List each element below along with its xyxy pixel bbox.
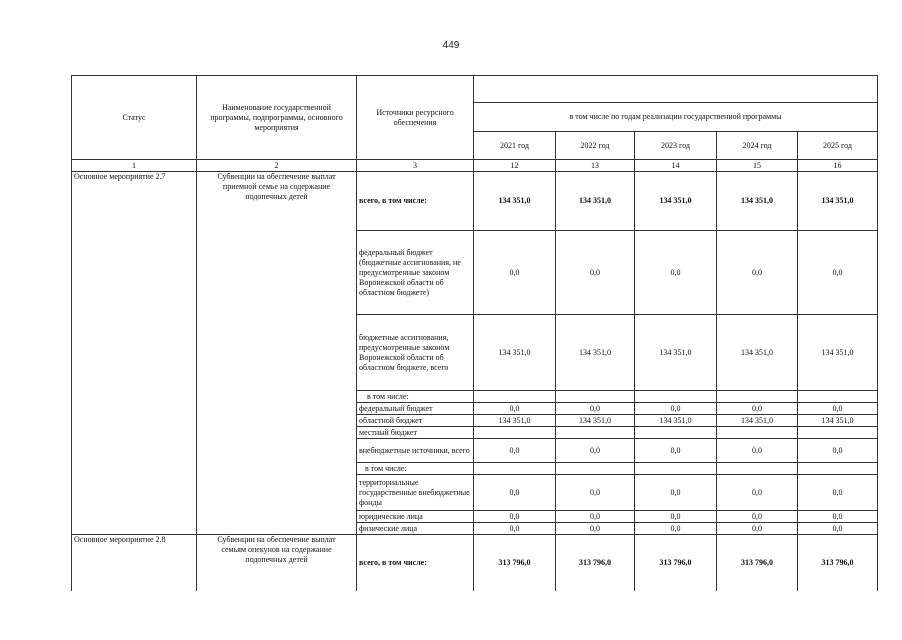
col-number: 14 — [635, 160, 717, 172]
value-cell: 0,0 — [717, 231, 798, 315]
value-cell: 313 796,0 — [798, 535, 878, 591]
value-cell: 0,0 — [635, 231, 717, 315]
col-number: 3 — [357, 160, 474, 172]
source-label: всего, в том числе: — [357, 535, 474, 591]
measure-status: Основное мероприятие 2.8 — [72, 535, 197, 591]
col-number: 15 — [717, 160, 798, 172]
value-cell — [798, 391, 878, 403]
value-cell: 0,0 — [556, 231, 635, 315]
value-cell: 134 351,0 — [635, 315, 717, 391]
value-cell: 0,0 — [798, 475, 878, 511]
value-cell: 313 796,0 — [474, 535, 556, 591]
value-cell — [717, 391, 798, 403]
source-label: бюджетные ассигнования, предусмотренные законом Воронежской области об областном бюджете, всего — [357, 315, 474, 391]
value-cell: 134 351,0 — [635, 415, 717, 427]
value-cell: 0,0 — [474, 523, 556, 535]
value-cell: 0,0 — [635, 403, 717, 415]
col-number: 2 — [197, 160, 357, 172]
value-cell: 0,0 — [556, 511, 635, 523]
value-cell — [474, 391, 556, 403]
value-cell — [798, 463, 878, 475]
value-cell: 134 351,0 — [474, 172, 556, 231]
value-cell: 134 351,0 — [556, 315, 635, 391]
col-number: 13 — [556, 160, 635, 172]
header-year-2025: 2025 год — [798, 132, 878, 160]
measure-name: Субвенции на обеспечение выплат приемной семье на содержание подопечных детей — [197, 172, 357, 535]
source-label: федеральный бюджет (бюджетные ассигнования, не предусмотренные законом Воронежской области об областном бюджете) — [357, 231, 474, 315]
header-source: Источники ресурсного обеспечения — [357, 76, 474, 160]
value-cell: 134 351,0 — [798, 415, 878, 427]
source-label: внебюджетные источники, всего — [357, 439, 474, 463]
value-cell: 0,0 — [717, 403, 798, 415]
source-label: местный бюджет — [357, 427, 474, 439]
header-years-caption: в том числе по годам реализации государственной программы — [474, 103, 878, 132]
header-year-2024: 2024 год — [717, 132, 798, 160]
value-cell: 134 351,0 — [717, 315, 798, 391]
value-cell — [556, 391, 635, 403]
source-label: территориальные государственные внебюджетные фонды — [357, 475, 474, 511]
resource-table — [71, 75, 878, 591]
value-cell — [635, 391, 717, 403]
source-label: физические лица — [357, 523, 474, 535]
value-cell — [556, 463, 635, 475]
value-cell: 0,0 — [474, 231, 556, 315]
value-cell: 134 351,0 — [717, 172, 798, 231]
value-cell: 0,0 — [556, 439, 635, 463]
value-cell — [798, 427, 878, 439]
value-cell: 0,0 — [635, 523, 717, 535]
value-cell: 0,0 — [556, 403, 635, 415]
header-status: Статус — [72, 76, 197, 160]
value-cell — [635, 427, 717, 439]
header-year-2021: 2021 год — [474, 132, 556, 160]
value-cell: 0,0 — [474, 403, 556, 415]
source-label: в том числе: — [357, 463, 474, 475]
value-cell: 0,0 — [635, 439, 717, 463]
value-cell: 0,0 — [798, 511, 878, 523]
value-cell: 0,0 — [798, 439, 878, 463]
value-cell: 313 796,0 — [717, 535, 798, 591]
value-cell: 0,0 — [798, 523, 878, 535]
source-label: всего, в том числе: — [357, 172, 474, 231]
value-cell: 0,0 — [798, 231, 878, 315]
value-cell — [474, 463, 556, 475]
source-label: в том числе: — [357, 391, 474, 403]
value-cell: 0,0 — [474, 439, 556, 463]
value-cell: 0,0 — [474, 475, 556, 511]
source-label: юридические лица — [357, 511, 474, 523]
source-label: федеральный бюджет — [357, 403, 474, 415]
page-number: 449 — [442, 40, 460, 51]
value-cell: 134 351,0 — [717, 415, 798, 427]
value-cell: 0,0 — [717, 439, 798, 463]
value-cell: 134 351,0 — [798, 315, 878, 391]
value-cell — [717, 463, 798, 475]
value-cell: 134 351,0 — [556, 415, 635, 427]
measure-name: Субвенции на обеспечение выплат семьям опекунов на содержание подопечных детей — [197, 535, 357, 591]
value-cell — [717, 427, 798, 439]
value-cell: 134 351,0 — [556, 172, 635, 231]
value-cell: 0,0 — [474, 511, 556, 523]
value-cell: 0,0 — [556, 475, 635, 511]
value-cell — [474, 427, 556, 439]
value-cell: 313 796,0 — [635, 535, 717, 591]
value-cell — [556, 427, 635, 439]
value-cell: 0,0 — [717, 523, 798, 535]
value-cell: 0,0 — [635, 511, 717, 523]
source-label: областной бюджет — [357, 415, 474, 427]
value-cell: 134 351,0 — [474, 315, 556, 391]
value-cell: 0,0 — [635, 475, 717, 511]
header-year-2022: 2022 год — [556, 132, 635, 160]
value-cell: 134 351,0 — [474, 415, 556, 427]
header-blank — [474, 76, 878, 103]
value-cell: 0,0 — [717, 475, 798, 511]
header-year-2023: 2023 год — [635, 132, 717, 160]
value-cell: 313 796,0 — [556, 535, 635, 591]
measure-status: Основное мероприятие 2.7 — [72, 172, 197, 535]
col-number: 1 — [72, 160, 197, 172]
header-name: Наименование государственной программы, подпрограммы, основного мероприятия — [197, 76, 357, 160]
value-cell: 0,0 — [798, 403, 878, 415]
col-number: 16 — [798, 160, 878, 172]
value-cell: 0,0 — [717, 511, 798, 523]
value-cell — [635, 463, 717, 475]
col-number: 12 — [474, 160, 556, 172]
value-cell: 134 351,0 — [798, 172, 878, 231]
value-cell: 134 351,0 — [635, 172, 717, 231]
value-cell: 0,0 — [556, 523, 635, 535]
